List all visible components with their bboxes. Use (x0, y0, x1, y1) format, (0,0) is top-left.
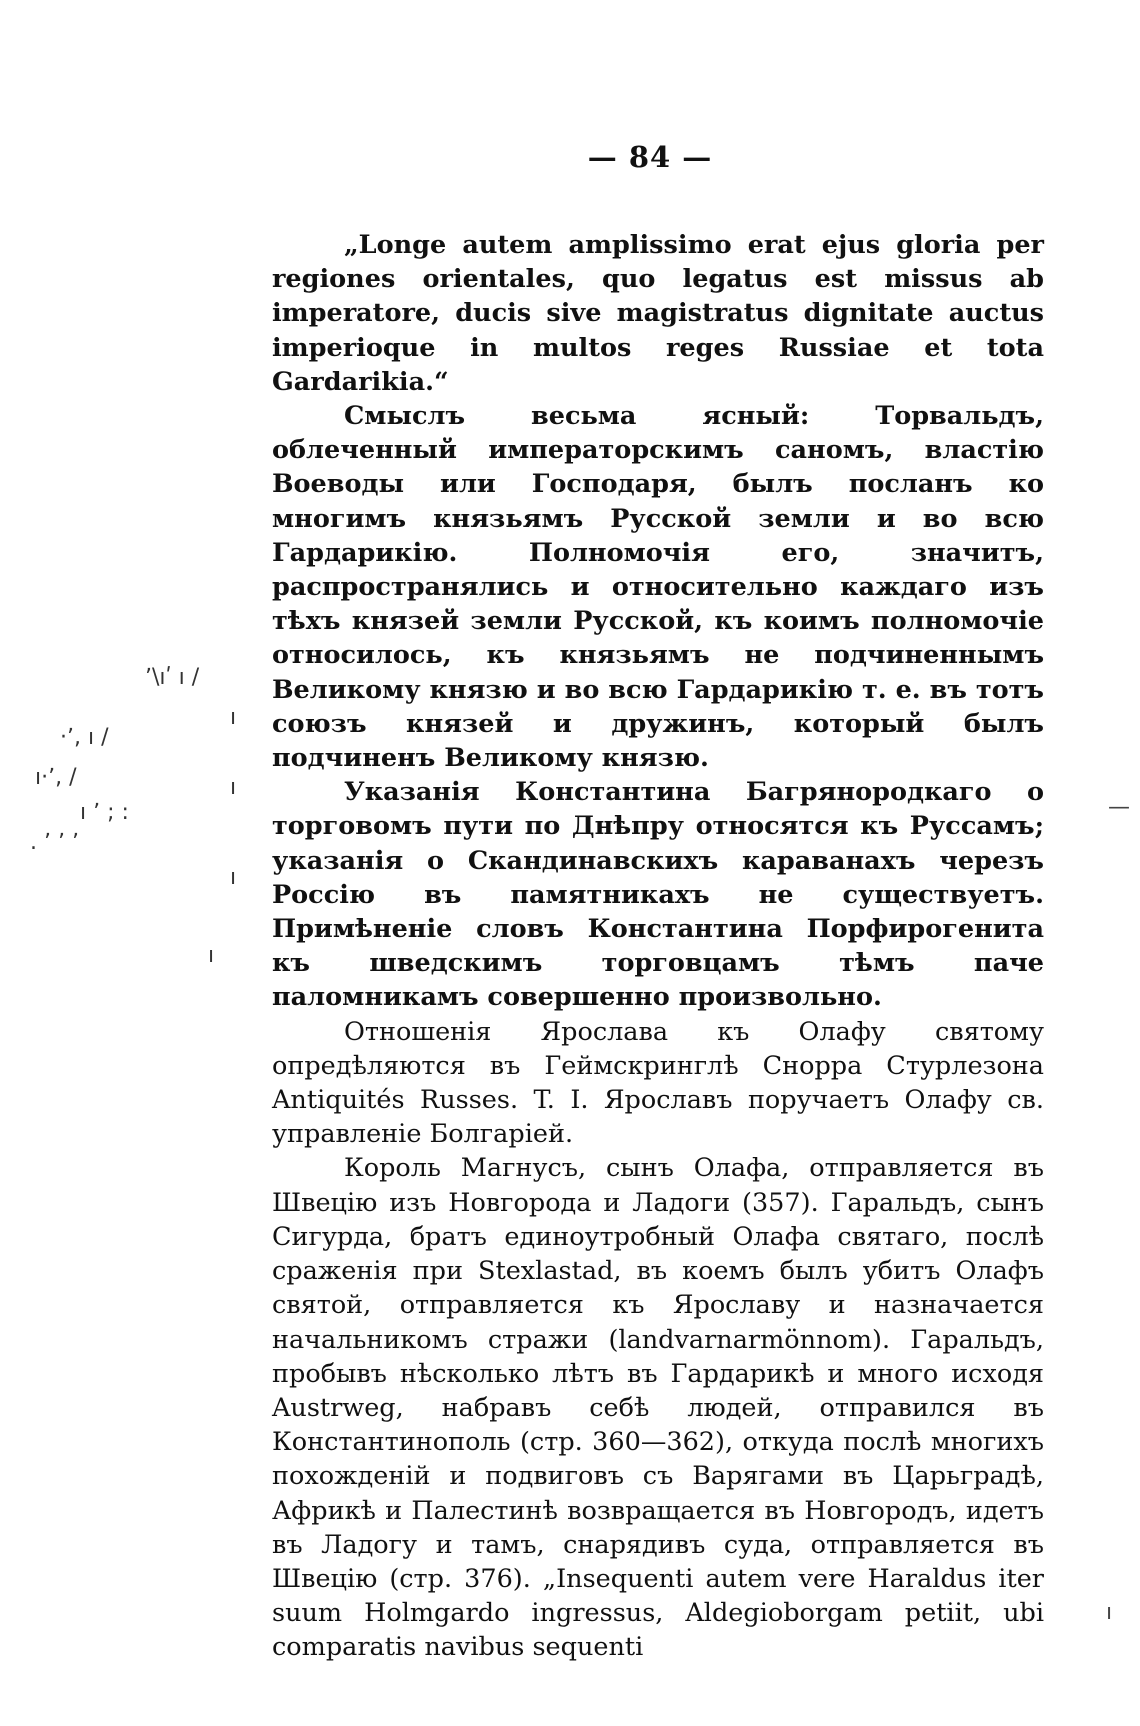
margin-scribble: . ʼ ʼ ʼ (30, 830, 79, 855)
margin-handwriting (30, 665, 250, 985)
paragraph-yaroslav-olaf: Отношенія Ярослава къ Олафу святому опредѣляются въ Геймскринглѣ Снорра Стурлезона Antiquités Russes. T. I. Ярославъ поручаетъ Олафу св. управленіе Болгаріей. (272, 1016, 1044, 1150)
paragraph-thorvald-meaning: Смыслъ весьма ясный: Торвальдъ, облеченный императорскимъ саномъ, властію Воеводы или Господаря, былъ посланъ ко многимъ князьямъ Русской земли и во всю Гардарикію. Полномочія его, значитъ, распространялись и относительно каждаго изъ тѣхъ князей земли Русской, къ коимъ полномочіе относилось, къ князьямъ не подчиненнымъ Великому князю и во всю Гардарикію т. е. въ тотъ союзъ князей и дружинъ, который былъ подчиненъ Великому князю. (272, 401, 1044, 774)
margin-tick: ı (230, 865, 237, 890)
margin-scribble: ı·ʼ, / (35, 765, 77, 790)
margin-tick: ı (208, 943, 215, 968)
edge-dash-mark: — (1108, 795, 1130, 820)
paragraph-latin-quote: „Longe autem amplissimo erat ejus gloria per regiones orientales, quo legatus est missus ab imperatore, ducis sive magistratus dignitate auctus imperioque in multos reges Russiae et tota Gardarikia.“ (272, 230, 1044, 397)
margin-tick: ı (230, 705, 237, 730)
margin-scribble: ʼ\ıʹ ı / (145, 665, 200, 690)
margin-tick: ı (230, 775, 237, 800)
page-number: — 84 — (587, 140, 713, 174)
edge-tick-mark: ı (1106, 1600, 1113, 1625)
margin-scribble: ·ʼ, ı / (60, 725, 109, 750)
paragraph-king-magnus: Король Магнусъ, сынъ Олафа, отправляется въ Швецію изъ Новгорода и Ладоги (357). Гаральдъ, сынъ Сигурда, братъ единоутробный Олафа святаго, послѣ сраженія при Stexlastad, въ коемъ былъ убитъ Олафъ святой, отправляется къ Ярославу и назначается начальникомъ стражи (landvarnarmönnom). Гаральдъ, пробывъ нѣсколько лѣтъ въ Гардарикѣ и много исходя Austrweg, набравъ себѣ людей, отправился въ Константинополь (стр. 360—362), откуда послѣ многихъ похожденій и подвиговъ съ Варягами въ Царьградѣ, Африкѣ и Палестинѣ возвращается въ Новгородъ, идетъ въ Ладогу и тамъ, снарядивъ суда, отправляется въ Швецію (стр. 376). „Insequenti autem vere Haraldus iter suum Holmgardo ingressus, Aldegioborgam petiit, ubi comparatis navibus sequenti (272, 1153, 1044, 1663)
paragraph-constantine-instructions: Указанія Константина Багрянородкаго о торговомъ пути по Днѣпру относятся къ Руссамъ; указанія о Скандинавскихъ караванахъ черезъ Россію въ памятникахъ не существуетъ. Примѣненіе словъ Константина Порфирогенита къ шведскимъ торговцамъ тѣмъ паче паломникамъ совершенно произвольно. (272, 777, 1044, 1013)
margin-scribble: ı ʼ ; : (80, 800, 129, 825)
body-text (272, 228, 1044, 1665)
